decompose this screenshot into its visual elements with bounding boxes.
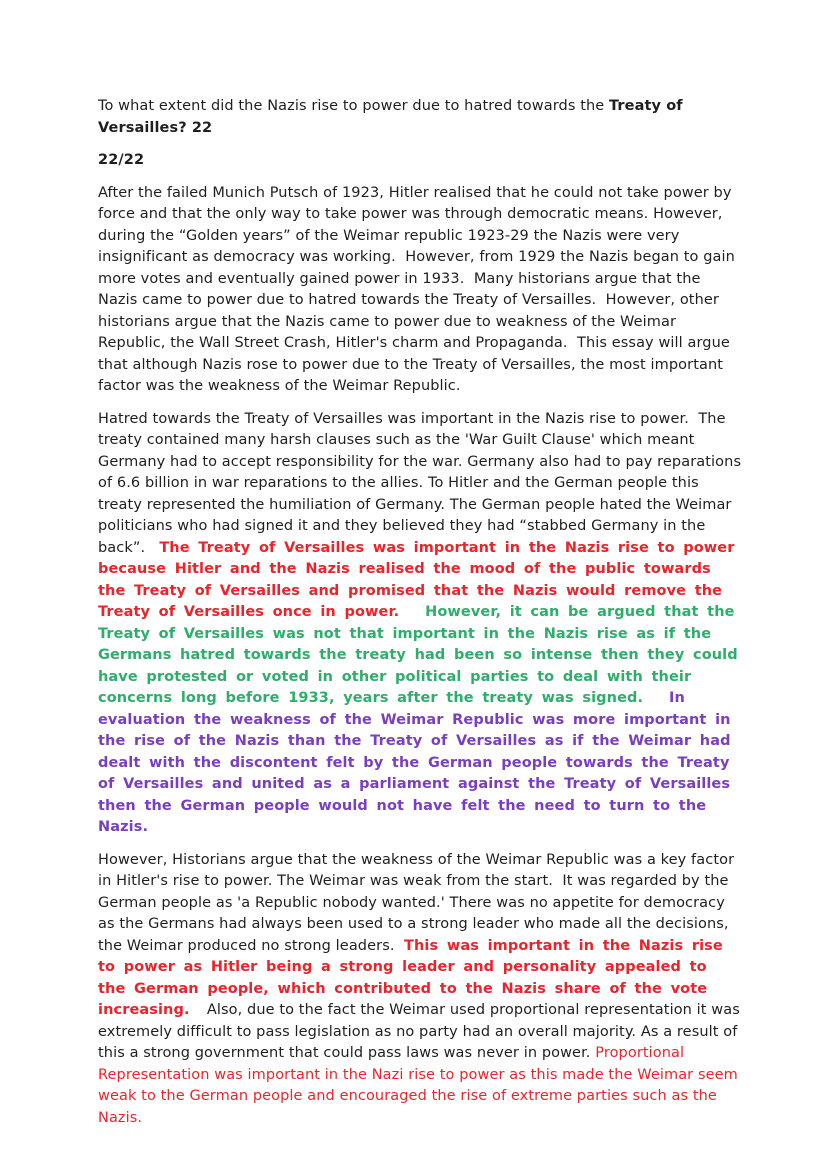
question-title bbox=[98, 96, 742, 139]
introduction bbox=[98, 183, 742, 398]
text-run-red: Proportional Representation was important in the Nazi rise to power as this made the Weimar seem weak to the German people and encouraged the rise of extreme parties such as the Nazis. bbox=[98, 1045, 743, 1126]
text-run-black: Hatred towards the Treaty of Versailles was important in the Nazis rise to power. The treaty contained many harsh clauses such as the 'War Guilt Clause' which meant Germany had to accept responsibility for the war. Germany also had to pay reparations of 6.6 billion in war reparations to the allies. To Hitler and the German people this treaty represented the humiliation of Germany. The German people hated the Weimar politicians who had signed it and they believed they had “stabbed Germany in the back”. bbox=[98, 410, 746, 556]
text-run-black-bold: 22/22 bbox=[98, 152, 145, 168]
treaty-of-versailles-paragraph bbox=[98, 409, 747, 839]
text-run-black: To what extent did the Nazis rise to power due to hatred towards the bbox=[98, 98, 610, 114]
text-run-purple-bold: In evaluation the weakness of the Weimar Republic was more important in the rise of the Nazis than the Treaty of Versailles as if the Weimar had dealt with the discontent felt by the German people towards the Treaty of Versailles and united as a parliament against the Treaty of Versailles then the German people would not have felt the need to turn to the Nazis. bbox=[98, 690, 740, 835]
weimar-weakness-paragraph bbox=[98, 850, 745, 1130]
essay-body bbox=[98, 96, 747, 1140]
score-line bbox=[98, 150, 742, 172]
text-run-black: However, Historians argue that the weakness of the Weimar Republic was a key factor in Hitler's rise to power. The Weimar was weak from the start. It was regarded by the German people as 'a Republic nobody wanted.' There was no appetite for democracy as the Germans had always been used to a strong leader who made all the decisions, the Weimar produced no strong leaders. bbox=[98, 851, 739, 954]
text-run-black: Also, due to the fact the Weimar used proportional representation it was extremely difficult to pass legislation as no party had an overall majority. As a result of this a strong government that could pass laws was never in power. bbox=[98, 1002, 745, 1061]
text-run-black-bold: Treaty of Versailles? 22 bbox=[98, 98, 688, 136]
text-run-black: After the failed Munich Putsch of 1923, Hitler realised that he could not take power by force and that the only way to take power was through democratic means. However, during the “Golden years” of the Weimar republic 1923-29 the Nazis were very insignificant as democracy was working. However, from 1929 the Nazis began to gain more votes and eventually gained power in 1933. Many historians argue that the Nazis came to power due to hatred towards the Treaty of Versailles. However, other historians argue that the Nazis came to power due to weakness of the Weimar Republic, the Wall Street Crash, Hitler's charm and Propaganda. This essay will argue that although Nazis rose to power due to the Treaty of Versailles, the most important factor was the weakness of the Weimar Republic. bbox=[98, 184, 740, 394]
text-run-red-bold: The Treaty of Versailles was important in the Nazis rise to power because Hitler and the Nazis realised the mood of the public towards the Treaty of Versailles and promised that the Nazis would remove the Treaty of Versailles once in power. bbox=[98, 539, 744, 620]
text-run-red-bold: This was important in the Nazis rise to power as Hitler being a strong leader and personality appealed to the German people, which contributed to the Nazis share of the vote increasing. bbox=[98, 937, 732, 1018]
text-run-green-bold: However, it can be argued that the Treaty of Versailles was not that important in the Nazis rise as if the Germans hatred towards the treaty had been so intense then they could have protested or voted in other political parties to deal with their concerns long before 1933, years after the treaty was signed. bbox=[98, 604, 747, 706]
